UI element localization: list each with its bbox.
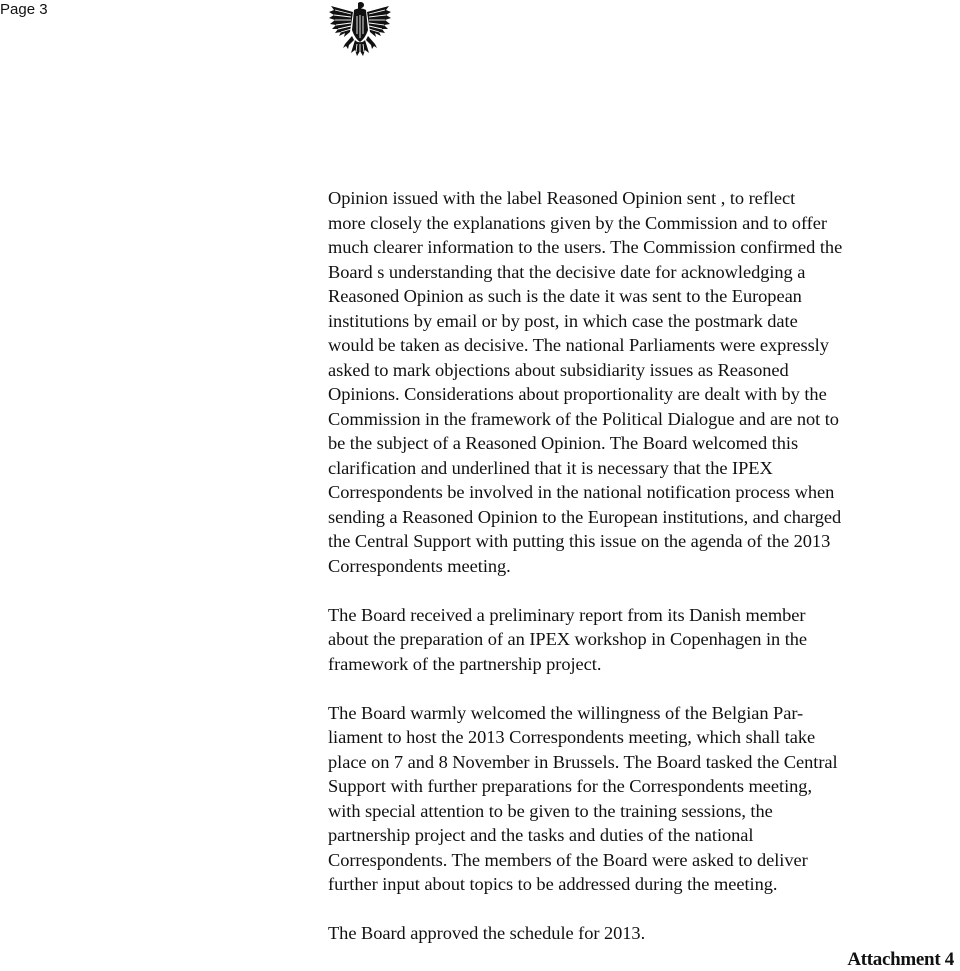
text-line: the Central Support with putting this issue on the agenda of the 2013 (328, 531, 831, 551)
text-line: Support with further preparations for the Correspondents meeting, (328, 776, 812, 796)
page-number: Page 3 (0, 1, 48, 18)
paragraph-belgian-meeting (328, 701, 954, 897)
text-line: Correspondents be involved in the national notification process when (328, 482, 835, 502)
text-line: much clearer information to the users. The Commission confirmed the (328, 237, 843, 257)
text-line: Opinion issued with the label Reasoned Opinion sent , to reflect (328, 188, 796, 208)
text-line: institutions by email or by post, in which case the postmark date (328, 310, 798, 331)
document-body (328, 186, 954, 946)
text-line: framework of the partnership project. (328, 653, 602, 674)
text-line: Correspondents. The members of the Board were asked to deliver (328, 849, 808, 870)
text-line: partnership project and the tasks and duties of the national (328, 825, 754, 845)
text-line: further input about topics to be addressed during the meeting. (328, 874, 778, 894)
federal-eagle-icon (327, 0, 393, 58)
text-line: Commission in the framework of the Political Dialogue and are not to (328, 408, 839, 429)
attachment-label: Attachment 4 (847, 949, 954, 970)
text-line: asked to mark objections about subsidiarity issues as Reasoned (328, 359, 789, 380)
paragraph-schedule (328, 921, 954, 946)
text-line: Opinions. Considerations about proportionality are dealt with by the (328, 384, 827, 404)
paragraph-danish-report (328, 603, 954, 677)
text-line: would be taken as decisive. The national Parliaments were expressly (328, 335, 829, 355)
text-line: The Board received a preliminary report from its Danish member (328, 604, 806, 625)
paragraph-reasoned-opinion (328, 186, 954, 578)
text-line: sending a Reasoned Opinion to the European institutions, and charged (328, 506, 842, 527)
text-line: with special attention to be given to the training sessions, the (328, 800, 773, 821)
text-line: clarification and underlined that it is necessary that the IPEX (328, 457, 773, 478)
text-line: The Board approved the schedule for 2013. (328, 923, 646, 943)
text-line: Board s understanding that the decisive date for acknowledging a (328, 261, 806, 282)
text-line: Reasoned Opinion as such is the date it was sent to the European (328, 286, 802, 306)
text-line: The Board warmly welcomed the willingness of the Belgian Par- (328, 702, 804, 723)
text-line: be the subject of a Reasoned Opinion. The Board welcomed this (328, 433, 799, 453)
text-line: place on 7 and 8 November in Brussels. The Board tasked the Central (328, 751, 838, 772)
text-line: about the preparation of an IPEX workshop in Copenhagen in the (328, 629, 808, 649)
text-line: more closely the explanations given by the Commission and to offer (328, 212, 827, 233)
text-line: liament to host the 2013 Correspondents meeting, which shall take (328, 727, 816, 747)
text-line: Correspondents meeting. (328, 555, 511, 576)
